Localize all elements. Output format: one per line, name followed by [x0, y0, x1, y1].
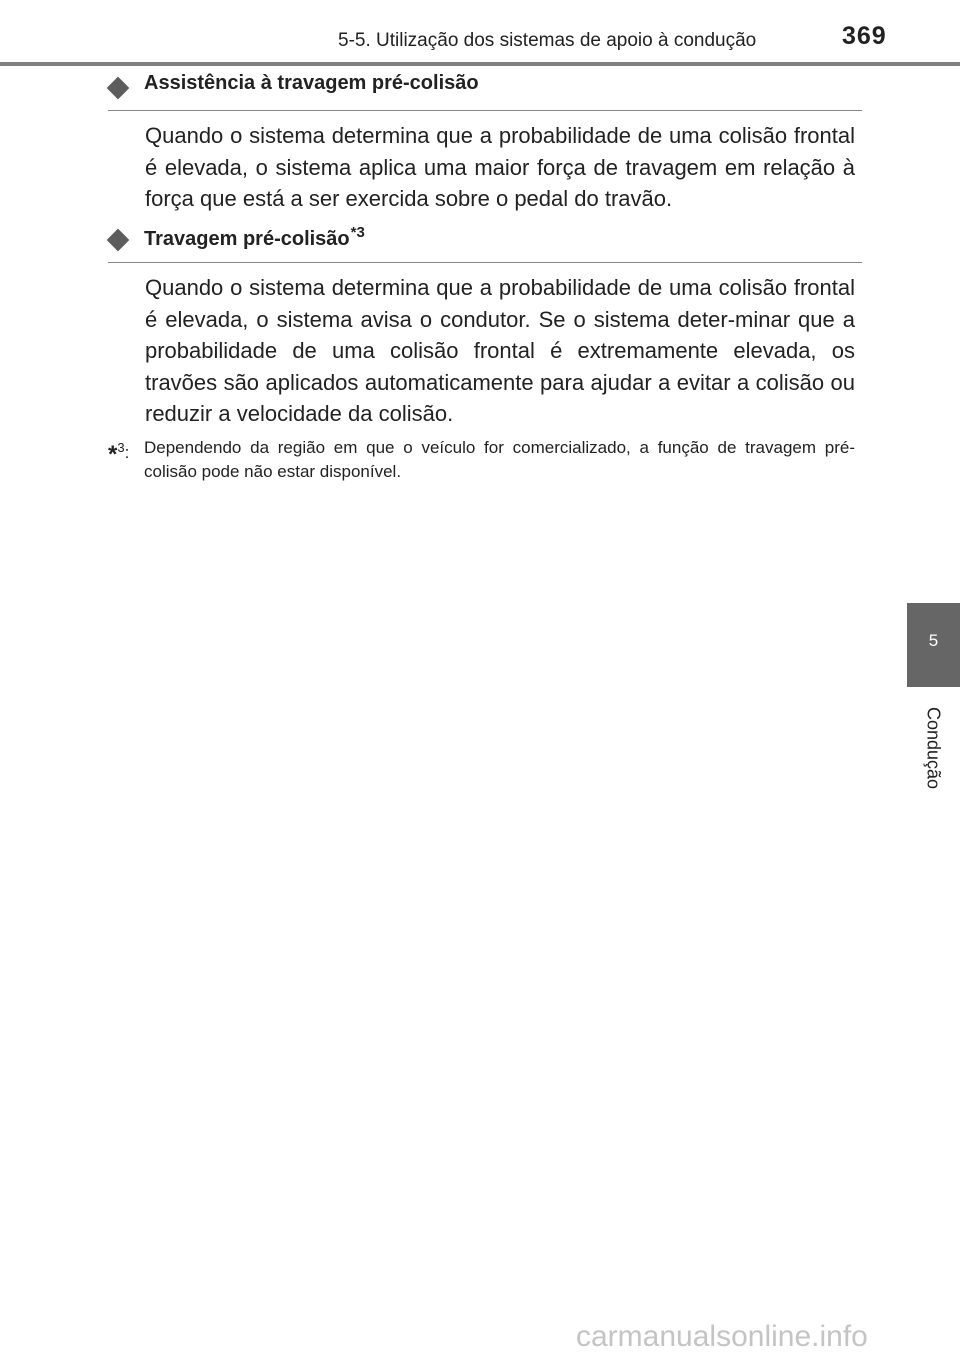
section-heading-pre-collision-braking	[108, 222, 862, 263]
footnote-marker	[108, 436, 129, 467]
paragraph-pre-collision-braking: Quando o sistema determina que a probabilidade de uma colisão frontal é elevada, o sistema avisa o condutor. Se o sistema deter-minar que a probabilidade de uma colisão frontal é extremamente elevada, os travões são aplicados automaticamente para ajudar a evitar a colisão ou reduzir a velocidade da colisão.	[145, 275, 855, 426]
section-title: 5-5. Utilização dos sistemas de apoio à condução	[338, 30, 757, 51]
diamond-bullet-icon	[107, 77, 130, 100]
watermark: carmanualsonline.info	[576, 1320, 868, 1353]
footnote-number: 3	[117, 440, 125, 455]
footnote-text: Dependendo da região em que o veículo for comercializado, a função de travagem pré-colisão pode não estar disponível.	[144, 438, 855, 481]
page-number: 369	[842, 22, 887, 50]
heading-pre-collision-braking	[144, 224, 365, 251]
chapter-number: 5	[928, 631, 939, 650]
heading-brake-assist: Assistência à travagem pré-colisão	[144, 72, 479, 94]
paragraph-brake-assist: Quando o sistema determina que a probabilidade de uma colisão frontal é elevada, o sistema aplica uma maior força de travagem em relação à força que está a ser exercida sobre o pedal do travão.	[145, 123, 855, 211]
diamond-bullet-icon	[107, 229, 130, 252]
section-heading-brake-assist	[108, 70, 862, 111]
footnote-separator: :	[124, 443, 130, 462]
chapter-label: Condução	[923, 706, 944, 790]
chapter-tab	[907, 603, 960, 687]
heading-text: Travagem pré-colisão	[144, 228, 350, 250]
footnote-star: *	[108, 441, 118, 468]
header-divider	[0, 62, 960, 66]
footnote-reference: *3	[350, 224, 365, 241]
